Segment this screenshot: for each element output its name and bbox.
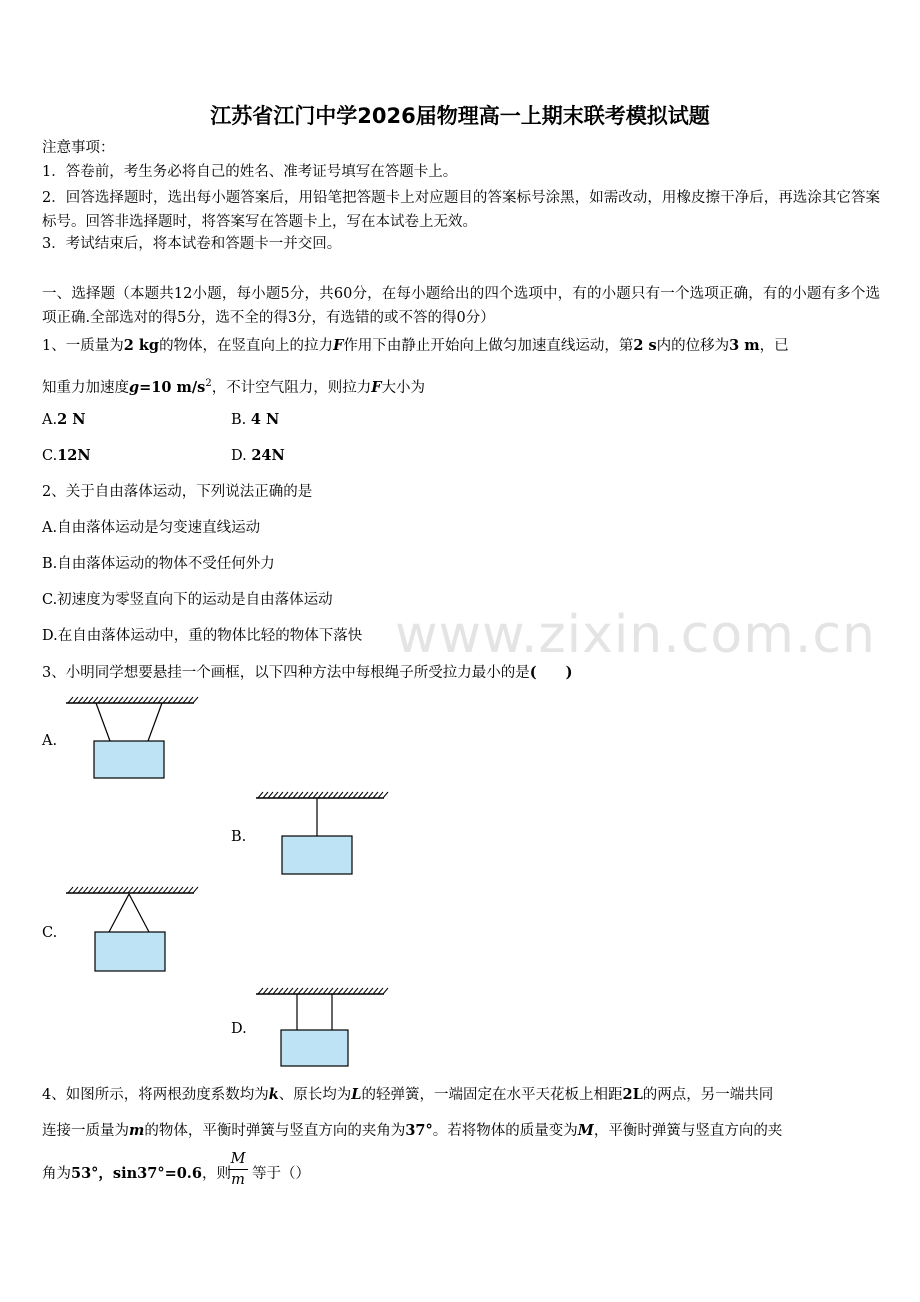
- hatch-mark: [318, 792, 323, 798]
- page-title: 江苏省江门中学2026届物理高一上期末联考模拟试题: [210, 104, 710, 128]
- hatch-mark: [263, 988, 268, 994]
- hatch-mark: [323, 792, 328, 798]
- notice-item-3: 3．考试结束后，将本试卷和答题卡一并交回。: [42, 236, 342, 252]
- hatch-mark: [378, 988, 383, 994]
- ceiling-hatch: [68, 697, 198, 703]
- hatch-mark: [313, 988, 318, 994]
- hatch-mark: [368, 988, 373, 994]
- hatch-mark: [88, 887, 93, 893]
- hatch-mark: [258, 792, 263, 798]
- q2-stem: 2、关于自由落体运动，下列说法正确的是: [42, 484, 313, 500]
- hatch-mark: [283, 792, 288, 798]
- hatch-mark: [148, 887, 153, 893]
- hatch-mark: [138, 887, 143, 893]
- hatch-mark: [273, 988, 278, 994]
- q1-option-c: C.12N: [42, 447, 91, 464]
- hatch-mark: [348, 792, 353, 798]
- hatch-mark: [303, 792, 308, 798]
- hatch-mark: [93, 887, 98, 893]
- hatch-mark: [368, 792, 373, 798]
- ceiling-hatch: [258, 988, 388, 994]
- hatch-mark: [153, 697, 158, 703]
- q3-stem: 3、小明同学想要悬挂一个画框，以下四种方法中每根绳子所受拉力最小的是( ): [42, 664, 573, 681]
- fraction-numerator: M: [230, 1151, 246, 1167]
- q2-option-d: D.在自由落体运动中，重的物体比轻的物体下落快: [42, 628, 363, 644]
- hatch-mark: [118, 887, 123, 893]
- hatch-mark: [303, 988, 308, 994]
- hatch-mark: [288, 988, 293, 994]
- hatch-mark: [268, 792, 273, 798]
- q1-option-d: D. 24N: [231, 447, 285, 464]
- q4-line3: 角为53°，sin37°=0.6，则: [42, 1165, 231, 1182]
- hatch-mark: [338, 988, 343, 994]
- hatch-mark: [173, 697, 178, 703]
- hatch-mark: [193, 697, 198, 703]
- hatch-mark: [353, 988, 358, 994]
- fraction-m-over-m: [228, 1150, 248, 1189]
- rope-left: [109, 894, 129, 932]
- hatch-mark: [313, 792, 318, 798]
- hatch-mark: [98, 887, 103, 893]
- q4-line1: 4、如图所示，将两根劲度系数均为k、原长均为L的轻弹簧，一端固定在水平天花板上相距2L的两点，另一端共同: [42, 1086, 774, 1103]
- hatch-mark: [173, 887, 178, 893]
- figure-d: [250, 982, 390, 1070]
- hatch-mark: [73, 697, 78, 703]
- hatch-mark: [308, 988, 313, 994]
- hatch-mark: [113, 697, 118, 703]
- hatch-mark: [108, 887, 113, 893]
- watermark: www.zixin.com.cn: [395, 605, 876, 665]
- hatch-mark: [163, 697, 168, 703]
- hatch-mark: [358, 792, 363, 798]
- notice-heading: 注意事项：: [42, 140, 115, 156]
- hatch-mark: [133, 697, 138, 703]
- hatch-mark: [343, 792, 348, 798]
- hatch-mark: [278, 792, 283, 798]
- hatch-mark: [128, 887, 133, 893]
- figure-c: [60, 883, 200, 975]
- hatch-mark: [93, 697, 98, 703]
- q3-label-a: A.: [42, 733, 58, 749]
- hatch-mark: [258, 988, 263, 994]
- hatch-mark: [158, 887, 163, 893]
- hatch-mark: [68, 887, 73, 893]
- q1-line2: 知重力加速度g=10 $m/s^2$，不计空气阻力，则拉力F大小为: [42, 378, 425, 396]
- section-heading: 一、选择题（本题共12小题，每小题5分，共60分，在每小题给出的四个选项中，有的小题只有一个选项正确，有的小题有多个选项正确.全部选对的得5分，选不全的得3分，有选错的或不答的得0分）: [42, 286, 880, 326]
- hatch-mark: [338, 792, 343, 798]
- q2-option-b: B.自由落体运动的物体不受任何外力: [42, 556, 275, 572]
- q1-line1: 1、一质量为2 kg的物体，在竖直向上的拉力F作用下由静止开始向上做匀加速直线运动，第2 s内的位移为3 m，已: [42, 337, 789, 354]
- ceiling-hatch: [258, 792, 388, 798]
- hatch-mark: [178, 697, 183, 703]
- hatch-mark: [318, 988, 323, 994]
- q1-option-a: A.2 N: [42, 411, 86, 428]
- ceiling-hatch: [68, 887, 198, 893]
- fraction-denominator: m: [231, 1172, 245, 1188]
- hatch-mark: [78, 697, 83, 703]
- hatch-mark: [128, 697, 133, 703]
- hatch-mark: [123, 697, 128, 703]
- hatch-mark: [343, 988, 348, 994]
- hatch-mark: [103, 697, 108, 703]
- hatch-mark: [328, 792, 333, 798]
- hatch-mark: [183, 697, 188, 703]
- q2-option-a: A.自由落体运动是匀变速直线运动: [42, 520, 261, 536]
- hatch-mark: [333, 792, 338, 798]
- hatch-mark: [113, 887, 118, 893]
- hatch-mark: [383, 792, 388, 798]
- hatch-mark: [353, 792, 358, 798]
- hatch-mark: [98, 697, 103, 703]
- figure-a: [60, 693, 200, 783]
- notice-item-1: 1．答卷前，考生务必将自己的姓名、准考证号填写在答题卡上。: [42, 164, 458, 180]
- hatch-mark: [123, 887, 128, 893]
- hatch-mark: [88, 697, 93, 703]
- hatch-mark: [298, 792, 303, 798]
- hatch-mark: [298, 988, 303, 994]
- picture-frame: [94, 741, 164, 778]
- notice-item-2: 2．回答选择题时，选出每小题答案后，用铅笔把答题卡上对应题目的答案标号涂黑，如需改动，用橡皮擦干净后，再选涂其它答案标号。回答非选择题时，将答案写在答题卡上，写在本试卷上无效。: [42, 190, 880, 230]
- hatch-mark: [73, 887, 78, 893]
- q2-option-c: C.初速度为零竖直向下的运动是自由落体运动: [42, 592, 333, 608]
- hatch-mark: [68, 697, 73, 703]
- hatch-mark: [288, 792, 293, 798]
- hatch-mark: [178, 887, 183, 893]
- hatch-mark: [328, 988, 333, 994]
- hatch-mark: [263, 792, 268, 798]
- hatch-mark: [168, 887, 173, 893]
- hatch-mark: [143, 697, 148, 703]
- hatch-mark: [323, 988, 328, 994]
- hatch-mark: [333, 988, 338, 994]
- hatch-mark: [78, 887, 83, 893]
- picture-frame: [281, 1030, 348, 1066]
- hatch-mark: [133, 887, 138, 893]
- hatch-mark: [163, 887, 168, 893]
- q4-line2: 连接一质量为m的物体，平衡时弹簧与竖直方向的夹角为37°。若将物体的质量变为M，平衡时弹簧与竖直方向的夹: [42, 1122, 783, 1139]
- hatch-mark: [183, 887, 188, 893]
- hatch-mark: [108, 697, 113, 703]
- hatch-mark: [188, 697, 193, 703]
- hatch-mark: [373, 988, 378, 994]
- hatch-mark: [273, 792, 278, 798]
- hatch-mark: [118, 697, 123, 703]
- hatch-mark: [143, 887, 148, 893]
- hatch-mark: [363, 792, 368, 798]
- hatch-mark: [158, 697, 163, 703]
- rope-right: [129, 894, 149, 932]
- q4-ask: 等于（）: [252, 1166, 310, 1182]
- hatch-mark: [373, 792, 378, 798]
- hatch-mark: [138, 697, 143, 703]
- hatch-mark: [283, 988, 288, 994]
- hatch-mark: [268, 988, 273, 994]
- picture-frame: [282, 836, 352, 874]
- rope-right: [148, 703, 162, 741]
- hatch-mark: [188, 887, 193, 893]
- hatch-mark: [293, 792, 298, 798]
- hatch-mark: [383, 988, 388, 994]
- q3-label-b: B.: [231, 829, 247, 845]
- hatch-mark: [83, 697, 88, 703]
- hatch-mark: [378, 792, 383, 798]
- hatch-mark: [363, 988, 368, 994]
- hatch-mark: [293, 988, 298, 994]
- figure-b: [250, 788, 390, 880]
- q3-label-d: D.: [231, 1021, 247, 1037]
- hatch-mark: [153, 887, 158, 893]
- rope-left: [96, 703, 110, 741]
- hatch-mark: [348, 988, 353, 994]
- q1-option-b: B. 4 N: [231, 411, 280, 428]
- hatch-mark: [83, 887, 88, 893]
- hatch-mark: [103, 887, 108, 893]
- hatch-mark: [278, 988, 283, 994]
- hatch-mark: [308, 792, 313, 798]
- hatch-mark: [358, 988, 363, 994]
- q3-label-c: C.: [42, 925, 58, 941]
- picture-frame: [95, 932, 165, 971]
- hatch-mark: [193, 887, 198, 893]
- hatch-mark: [168, 697, 173, 703]
- hatch-mark: [148, 697, 153, 703]
